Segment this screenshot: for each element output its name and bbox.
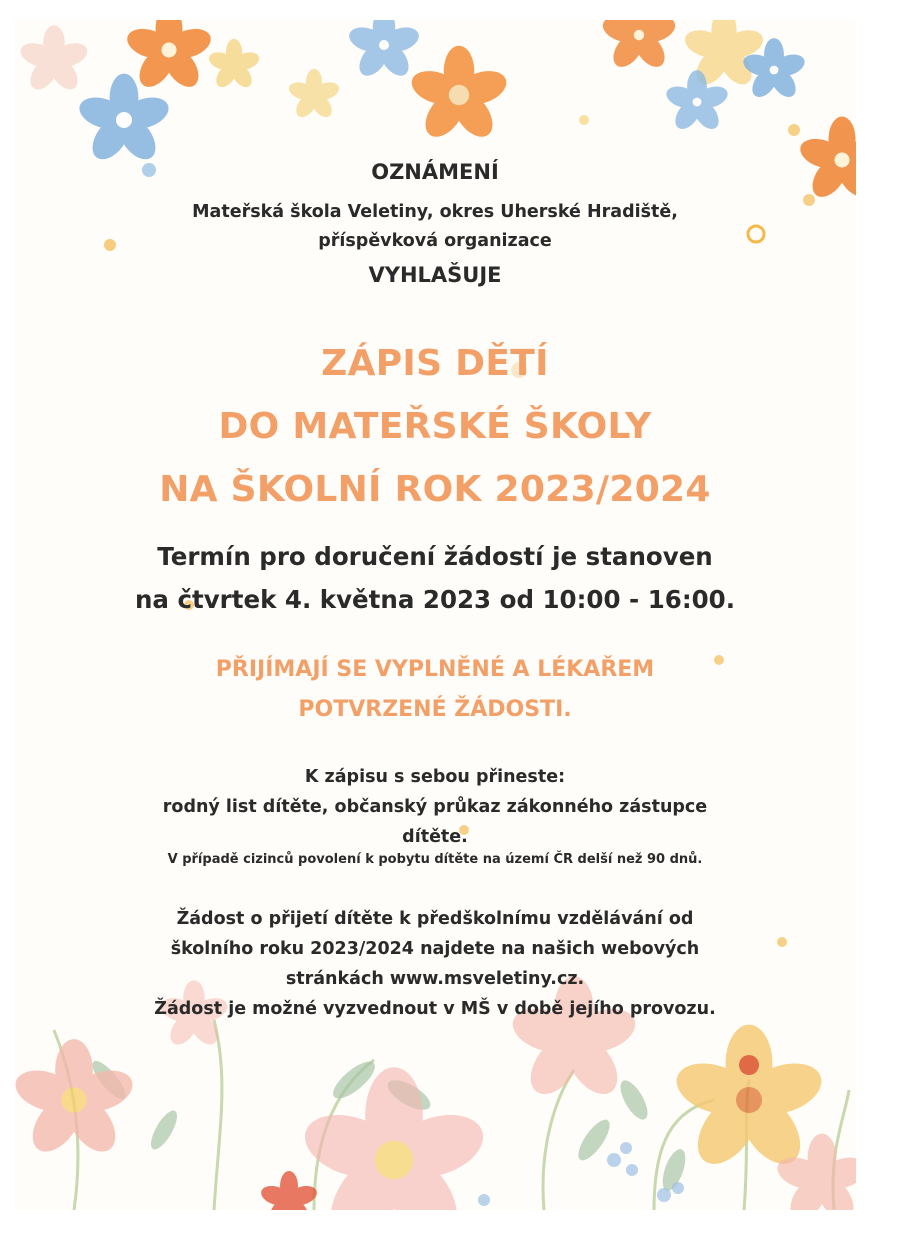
deadline-line: Termín pro doručení žádostí je stanoven — [157, 542, 713, 571]
red-flower-icon — [259, 1171, 320, 1210]
application-line: stránkách www.msveletiny.cz. — [285, 969, 585, 989]
foreigners-note: V případě cizinců povolení k pobytu dítěte na území ČR delší než 90 dnů. — [167, 852, 703, 867]
blue-flower-icon — [75, 74, 172, 166]
organization-line: příspěvková organizace — [318, 231, 552, 251]
documents-intro: K zápisu s sebou přineste: — [304, 767, 566, 787]
deadline-text — [14, 535, 856, 621]
poster-sheet — [14, 20, 856, 1210]
announcement-heading: OZNÁMENÍ — [371, 160, 499, 184]
declares-heading: VYHLAŠUJE — [368, 263, 502, 287]
application-info — [14, 904, 856, 1024]
documents-line: rodný list dítěte, občanský průkaz zákonného zástupce — [162, 797, 708, 817]
application-line: Žádost je možné vyzvednout v MŠ v době jejího provozu. — [154, 999, 716, 1019]
blue-flower-icon — [346, 20, 422, 81]
application-line: školního roku 2023/2024 najdete na našich webových — [170, 939, 700, 959]
orange-flower-icon — [123, 20, 214, 93]
organization-line: Mateřská škola Veletiny, okres Uherské Hradiště, — [192, 202, 678, 222]
documents-line: dítěte. — [402, 827, 468, 847]
documents-to-bring — [14, 762, 856, 852]
title-line: DO MATEŘSKÉ ŠKOLY — [218, 406, 652, 447]
pink-flower-icon — [14, 1039, 138, 1160]
yellow-flower-icon — [207, 39, 262, 91]
orange-flower-icon — [600, 20, 679, 72]
title-line: NA ŠKOLNÍ ROK 2023/2024 — [159, 469, 711, 510]
application-line: Žádost o přijetí dítěte k předškolnímu vzdělávání od — [176, 909, 694, 929]
pink-flower-icon — [297, 1067, 491, 1210]
yellow-flower-icon — [287, 69, 342, 121]
blue-flower-icon — [664, 70, 731, 134]
pink-flower-icon — [18, 25, 91, 94]
orange-flower-icon — [407, 46, 510, 144]
acceptance-line: POTVRZENÉ ŽÁDOSTI. — [298, 697, 572, 722]
acceptance-line: PŘIJÍMAJÍ SE VYPLNĚNÉ A LÉKAŘEM — [215, 657, 655, 682]
deadline-line: na čtvrtek 4. května 2023 od 10:00 - 16:00. — [134, 585, 736, 614]
yellow-flower-icon — [670, 1025, 828, 1175]
enrollment-title — [14, 332, 856, 521]
title-line: ZÁPIS DĚTÍ — [321, 343, 549, 384]
acceptance-notice — [14, 650, 856, 730]
organization-name — [14, 198, 856, 256]
